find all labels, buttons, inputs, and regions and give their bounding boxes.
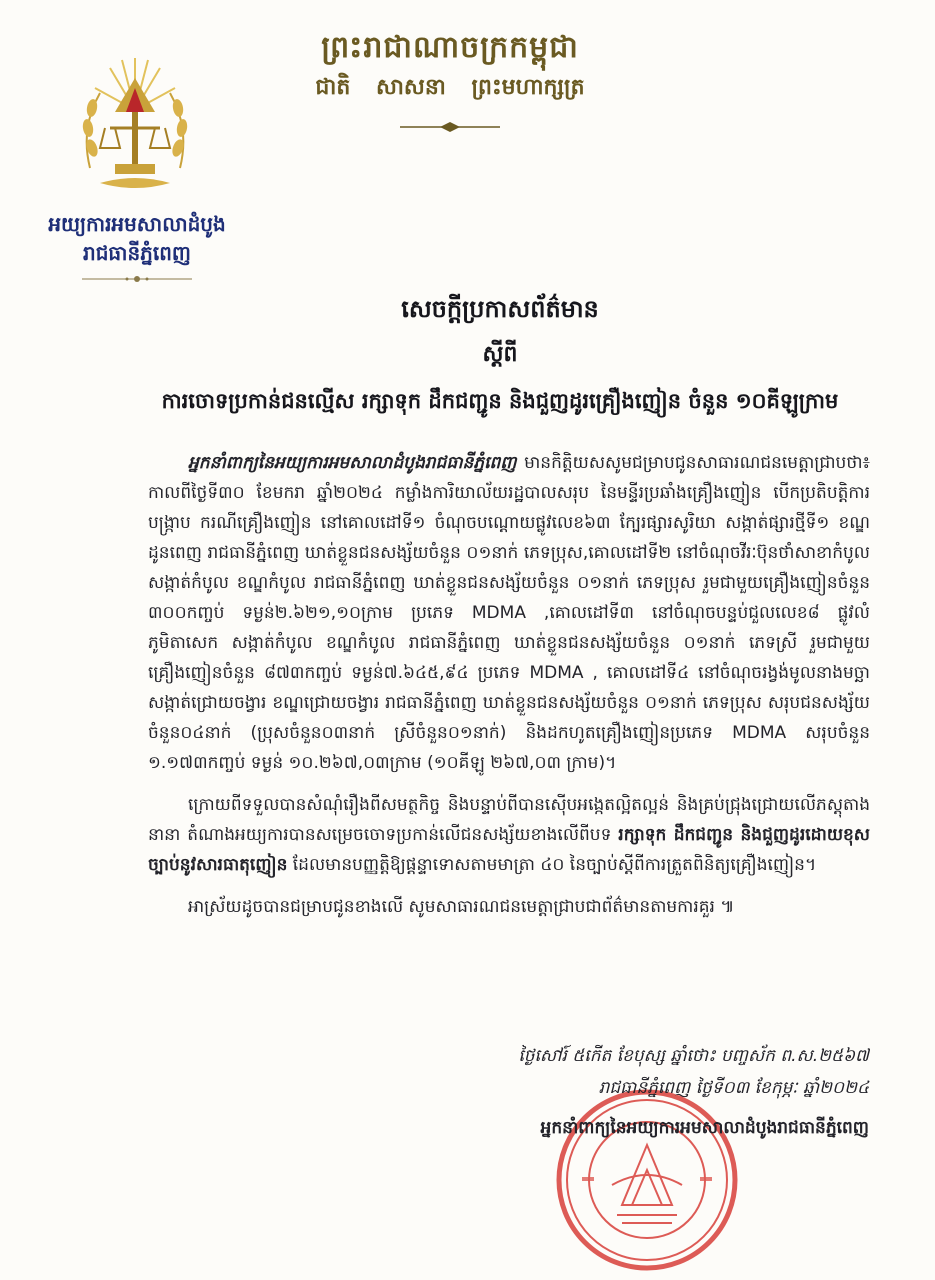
ornament-divider-icon (22, 274, 252, 284)
kingdom-motto (300, 26, 600, 132)
document-body (148, 448, 870, 934)
nation-religion-king: ជាតិ សាសនា ព្រះមហាក្សត្រ (315, 74, 585, 100)
solar-date: រាជធានីភ្នំពេញ ថ្ងៃទី០៣ ខែកុម្ភៈ ឆ្នាំ២០២៤ (598, 1078, 869, 1098)
office-name (22, 210, 252, 284)
document-title (140, 292, 860, 420)
lunar-date: ថ្ងៃសៅរ៍ ៥កើត ខែបុស្ស ឆ្នាំថោះ បញ្ចស័ក ព.ស.២៥៦៧ (518, 1046, 869, 1066)
paragraph-3-text: អាស្រ័យដូចបានជម្រាបជូនខាងលើ សូមសាធារណជនមេត្តាជ្រាបជាព័ត៌មានតាមការគួរ ៕ (188, 897, 735, 917)
office-name-line2: រាជធានីភ្នំពេញ (83, 241, 191, 265)
paragraph-1-text: មានកិត្តិយសសូមជម្រាបជូនសាធារណជនមេត្តាជ្រាបថា៖ កាលពីថ្ងៃទី៣០ ខែមករា ឆ្នាំ២០២៤ កម្លាំងការិយាល័យរដ្ឋបាលសរុប នៃមន្ទីរប្រឆាំងគ្រឿងញៀន បើកប្រតិបត្តិការបង្ក្រាប ករណីគ្រឿងញៀន នៅគោលដៅទី១ ចំណុចបណ្តោយផ្លូវលេខ៦៣ ក្បែរផ្សារសូរិយា សង្កាត់ផ្សារថ្មីទី១ ខណ្ឌដូនពេញ រាជធានីភ្នំពេញ ឃាត់ខ្លួនជនសង្ស័យចំនួន ០១នាក់ ភេទប្រុស,គោលដៅទី២ នៅចំណុចវីរៈប៊ុនថាំសាខាកំបូល សង្កាត់កំបូល ខណ្ឌកំបូល រាជធានីភ្នំពេញ ឃាត់ខ្លួនជនសង្ស័យចំនួន ០១នាក់ ភេទប្រុស រួមជាមួយគ្រឿងញៀនចំនួន ៣០០កញ្ចប់ ទម្ងន់២.៦២១,១០ក្រាម ប្រភេទ MDMA ,គោលដៅទី៣ នៅចំណុចបន្ទប់ជួលលេខ៨ ផ្លូវលំ ភូមិតាសេក សង្កាត់កំបូល ខណ្ឌកំបូល រាជធានីភ្នំពេញ ឃាត់ខ្លួនជនសង្ស័យចំនួន ០១នាក់ ភេទស្រី រួមជាមួយគ្រឿងញៀនចំនួន ៨៧៣កញ្ចប់ ទម្ងន់៧.៦៤៥,៩៤ ប្រភេទ MDMA , គោលដៅទី៤ នៅចំណុចរង្វង់មូលនាងមច្ឆា សង្កាត់ជ្រោយចង្វារ ខណ្ឌជ្រោយចង្វារ រាជធានីភ្នំពេញ ឃាត់ខ្លួនជនសង្ស័យចំនួន ០១នាក់ ភេទប្រុស សរុបជនសង្ស័យចំនួន០៤នាក់ (ប្រុសចំនួន០៣នាក់ ស្រីចំនួន០១នាក់) និងដកហូតគ្រឿងញៀនប្រភេទ MDMA សរុបចំនួន ១.១៧៣កញ្ចប់ ទម្ងន់ ១០.២៦៧,០៣ក្រាម (១០គីឡូ ២៦៧,០៣ ក្រាម)។ (148, 453, 870, 773)
ornament-divider-icon (300, 122, 600, 132)
office-name-line1: អយ្យការអមសាលាដំបូង (48, 212, 226, 236)
signature-block (309, 1040, 869, 1144)
spokesperson-lead: អ្នកនាំពាក្យនៃអយ្យការអមសាលាដំបូងរាជធានីភ្នំពេញ (188, 453, 517, 473)
paragraph-3 (148, 892, 870, 922)
paragraph-2-text: ក្រោយពីទទួលបានសំណុំរឿងពីសមត្ថកិច្ច និងបន្ទាប់ពីបានស៊ើបអង្កេតល្អិតល្អន់ និងគ្រប់ជ្រុងជ្រោយលើភស្តុតាងនានា តំណាងអយ្យការបានសម្រេចចោទប្រកាន់លើជនសង្ស័យខាងលើពីបទ (148, 795, 870, 845)
title-subject: ការចោទប្រកាន់ជនល្មើស រក្សាទុក ដឹកជញ្ជូន និងជួញដូរគ្រឿងញៀន ចំនួន ១០គីឡូក្រាម (161, 389, 839, 413)
charges-text: រក្សាទុក ដឹកជញ្ជូន និងជួញដូរដោយខុសច្បាប់នូវសារធាតុញៀន (148, 825, 870, 875)
paragraph-2 (148, 790, 870, 880)
title-press-release: សេចក្តីប្រកាសព័ត៌មាន (401, 295, 599, 323)
paragraph-1 (148, 448, 870, 778)
prosecution-emblem-icon (70, 48, 200, 208)
paragraph-2-tail: ដែលមានបញ្ញត្តិឱ្យផ្តន្ទាទោសតាមមាត្រា ៤០ នៃច្បាប់ស្តីពីការត្រួតពិនិត្យគ្រឿងញៀន។ (287, 855, 817, 875)
kingdom-name: ព្រះរាជាណាចក្រកម្ពុជា (321, 30, 579, 65)
title-regarding: ស្តីពី (482, 342, 518, 367)
signer-title: អ្នកនាំពាក្យនៃអយ្យការអមសាលាដំបូងរាជធានីភ្នំពេញ (540, 1118, 869, 1138)
